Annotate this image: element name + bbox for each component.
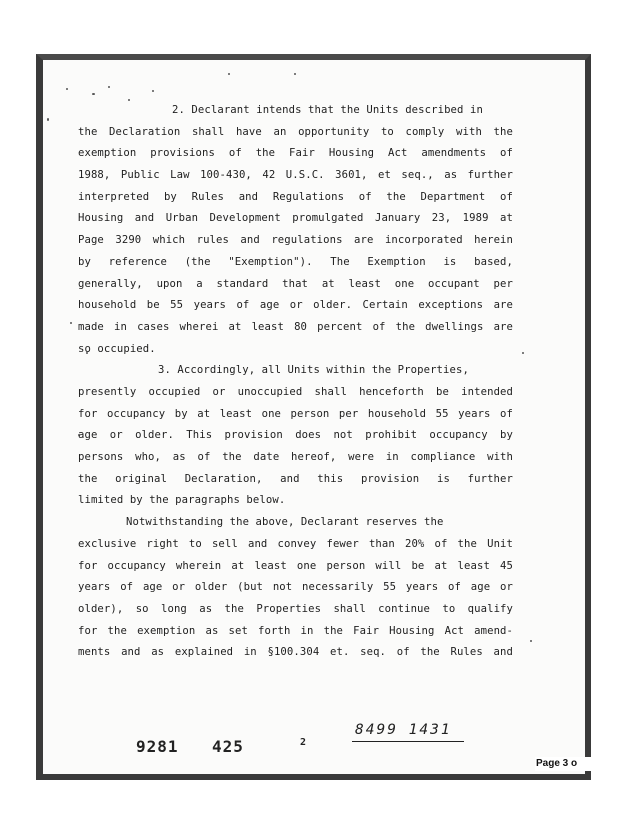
text-line: the original Declaration, and this provision is further [78, 472, 513, 485]
text-line: 1988, Public Law 100-430, 42 U.S.C. 3601, et seq., as further [78, 169, 513, 182]
document-body [78, 100, 513, 664]
scan-speck [294, 73, 296, 75]
text-line: years of age or older (but not necessarily 55 years of age or [78, 581, 513, 594]
text-line: for occupancy by at least one person per household 55 years of [78, 407, 513, 420]
text-line: made in cases wherei at least 80 percent of the dwellings are [78, 320, 513, 333]
text-line: so occupied. [78, 342, 156, 355]
scan-speck [47, 118, 49, 121]
record-number-underline [352, 741, 464, 742]
text-line: generally, upon a standard that at least one occupant per [78, 277, 513, 290]
text-line: for occupancy wherein at least one person will be at least 45 [78, 559, 513, 572]
text-line: presently occupied or unoccupied shall henceforth be intended [78, 385, 513, 398]
page-reference-number: 425 [212, 737, 244, 756]
scan-speck [522, 352, 524, 354]
text-line: exclusive right to sell and convey fewer than 20% of the Unit [78, 537, 513, 550]
text-line: Housing and Urban Development promulgated January 23, 1989 at [78, 212, 513, 225]
text-line: ments and as explained in §100.304 et. seq. of the Rules and [78, 646, 513, 659]
text-line: Page 3290 which rules and regulations are incorporated herein [78, 234, 513, 247]
scan-speck [70, 322, 72, 324]
text-line: for the exemption as set forth in the Fair Housing Act amend- [78, 624, 513, 637]
text-line: Notwithstanding the above, Declarant reserves the [126, 516, 444, 529]
book-number: 9281 [136, 737, 179, 756]
scan-speck [92, 93, 95, 95]
text-line: 3. Accordingly, all Units within the Properties, [158, 364, 469, 377]
text-line: exemption provisions of the Fair Housing Act amendments of [78, 147, 513, 160]
handwritten-record-number: 8499 1431 [355, 722, 452, 738]
scan-speck [152, 90, 154, 92]
text-line: the Declaration shall have an opportunity to comply with the [78, 125, 513, 138]
text-line: interpreted by Rules and Regulations of the Department of [78, 190, 513, 203]
scan-speck [108, 86, 110, 88]
text-line: by reference (the "Exemption"). The Exemption is based, [78, 255, 513, 268]
text-line: persons who, as of the date hereof, were in compliance with [78, 451, 513, 464]
text-line: limited by the paragraphs below. [78, 494, 286, 507]
page-number: 2 [300, 737, 307, 748]
text-line: 2. Declarant intends that the Units described in [172, 104, 483, 116]
scan-speck [530, 640, 532, 642]
text-line: older), so long as the Properties shall continue to qualify [78, 602, 513, 615]
text-line: age or older. This provision does not prohibit occupancy by [78, 429, 513, 442]
page-indicator-label: Page 3 o [535, 757, 592, 771]
scan-speck [66, 88, 68, 90]
scan-speck [228, 73, 230, 75]
text-line: household be 55 years of age or older. Certain exceptions are [78, 299, 513, 312]
